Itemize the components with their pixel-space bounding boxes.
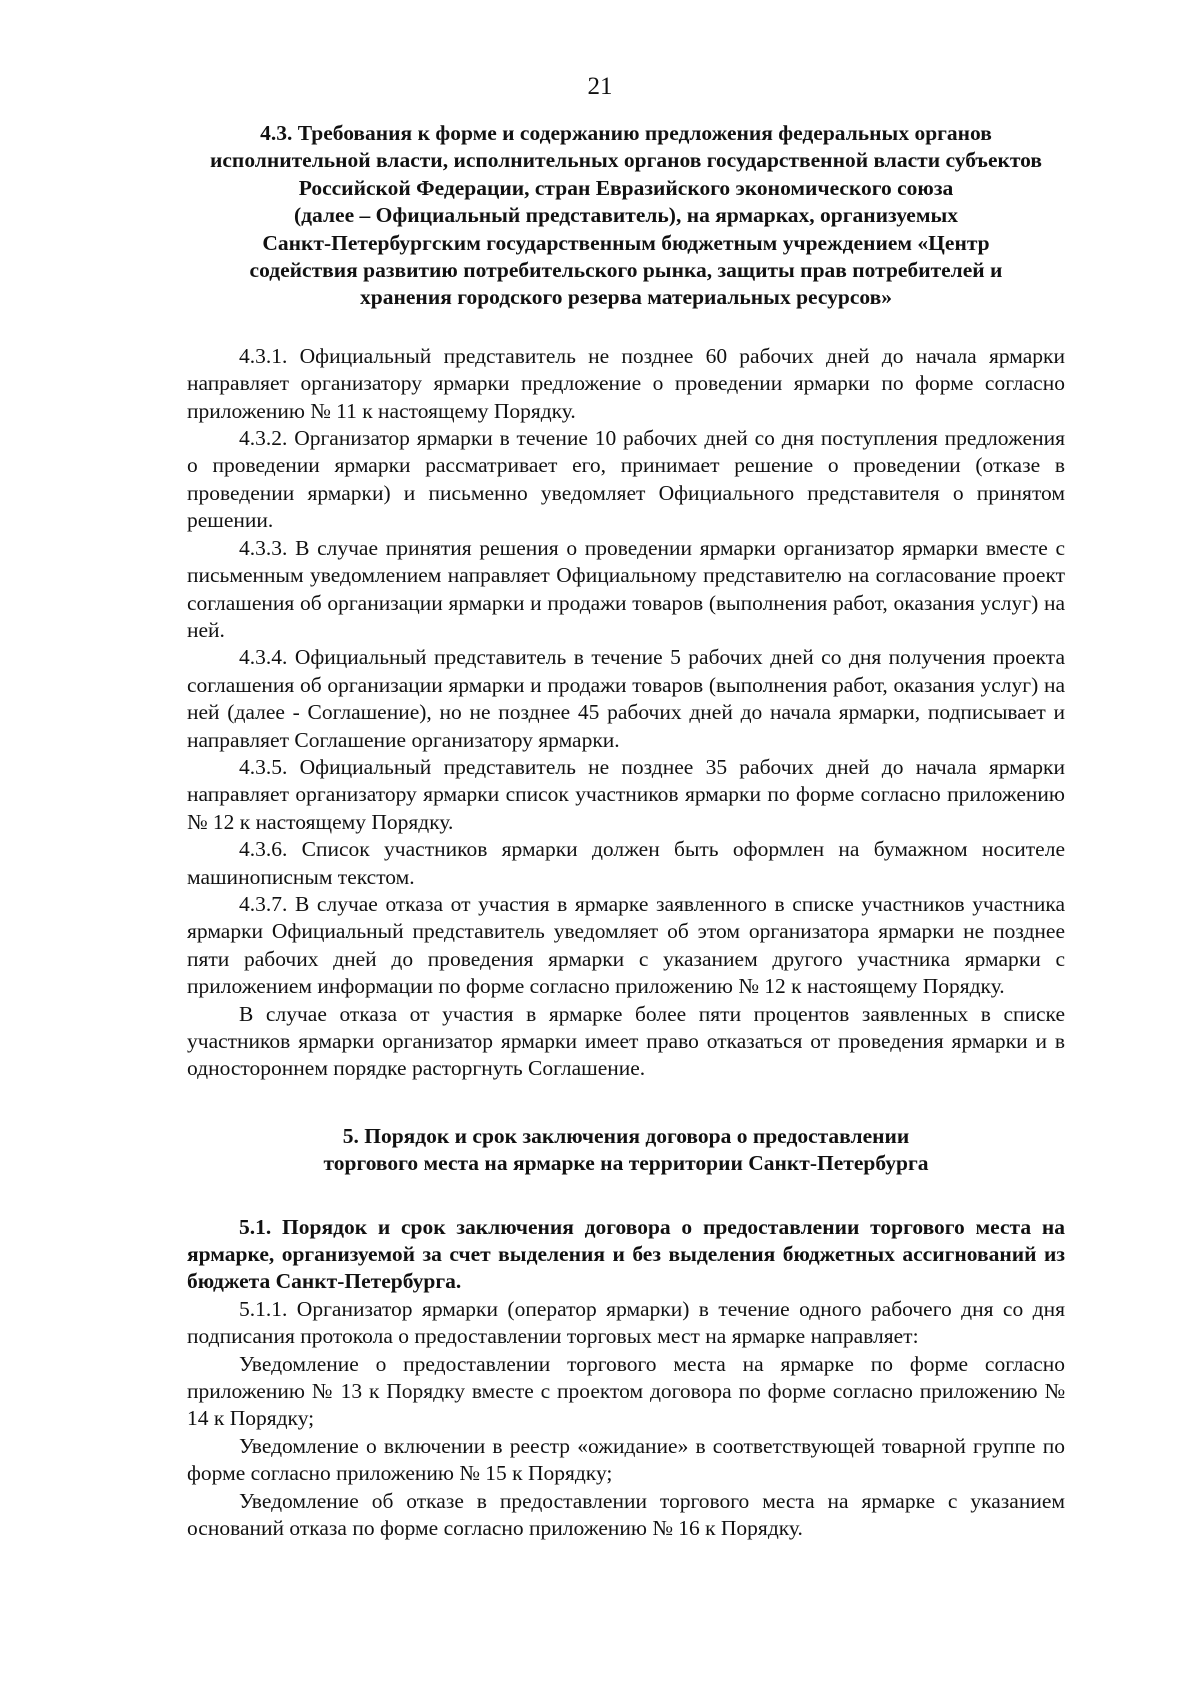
paragraph-notice-refusal: Уведомление об отказе в предоставлении торгового места на ярмарке с указанием оснований отказа по форме согласно приложению № 16 к Порядку. <box>187 1488 1065 1541</box>
section-heading-5 <box>187 1123 1065 1178</box>
heading-line: исполнительной власти, исполнительных органов государственной власти субъектов <box>210 148 1042 173</box>
paragraph-4-3-4: 4.3.4. Официальный представитель в течение 5 рабочих дней со дня получения проекта соглашения об организации ярмарки и продажи товаров (выполнения работ, оказания услуг) на ней (далее - Соглашение), но не позднее 45 рабочих дней до начала ярмарки, подписывает и направляет Соглашение организатору ярмарки. <box>187 645 1065 752</box>
heading-line: содействия развитию потребительского рынка, защиты прав потребителей и <box>249 258 1003 283</box>
page-number: 21 <box>587 73 613 100</box>
heading-line: 4.3. Требования к форме и содержанию предложения федеральных органов <box>260 121 992 145</box>
paragraph-4-3-7: 4.3.7. В случае отказа от участия в ярмарке заявленного в списке участников участника ярмарки Официальный представитель уведомляет об этом организатора ярмарки не позднее пяти рабочих дней до проведения ярмарки с указанием другого участника ярмарки с приложением информации по форме согласно приложению № 12 к настоящему Порядку. <box>187 891 1065 999</box>
section-heading-4-3 <box>187 120 1065 312</box>
paragraph-4-3-2: 4.3.2. Организатор ярмарки в течение 10 рабочих дней со дня поступления предложения о проведении ярмарки рассматривает его, принимает решение о проведении (отказе в проведении ярмарки) и письменно уведомляет Официального представителя о принятом решении. <box>187 426 1065 533</box>
heading-line: торгового места на ярмарке на территории Санкт-Петербурга <box>323 1151 929 1176</box>
paragraph-notice-place: Уведомление о предоставлении торгового места на ярмарке по форме согласно приложению № 13 к Порядку вместе с проектом договора по форме согласно приложению № 14 к Порядку; <box>187 1351 1065 1431</box>
paragraph-notice-waitlist: Уведомление о включении в реестр «ожидание» в соответствующей товарной группе по форме согласно приложению № 15 к Порядку; <box>187 1433 1065 1486</box>
heading-line: Санкт-Петербургским государственным бюджетным учреждением «Центр <box>262 230 990 255</box>
paragraph-4-3-7-refusal: В случае отказа от участия в ярмарке более пяти процентов заявленных в списке участников ярмарки организатор ярмарки имеет право отказаться от проведения ярмарки и в одностороннем порядке расторгнуть Соглашение. <box>187 1001 1065 1081</box>
subheading-5-1: 5.1. Порядок и срок заключения договора о предоставлении торгового места на ярмарке, организуемой за счет выделения и без выделения бюджетных ассигнований из бюджета Санкт-Петербурга. <box>187 1214 1065 1294</box>
heading-line: Российской Федерации, стран Евразийского экономического союза <box>298 175 954 200</box>
paragraph-4-3-6: 4.3.6. Список участников ярмарки должен быть оформлен на бумажном носителе машинописным текстом. <box>187 837 1065 889</box>
heading-line: хранения городского резерва материальных ресурсов» <box>360 285 892 310</box>
heading-line: 5. Порядок и срок заключения договора о предоставлении <box>342 1123 910 1148</box>
document-body <box>187 120 1065 1543</box>
paragraph-4-3-5: 4.3.5. Официальный представитель не позднее 35 рабочих дней до начала ярмарки направляет организатору ярмарки список участников ярмарки по форме согласно приложению № 12 к настоящему Порядку. <box>187 754 1065 834</box>
paragraph-5-1-1: 5.1.1. Организатор ярмарки (оператор ярмарки) в течение одного рабочего дня со дня подписания протокола о предоставлении торговых мест на ярмарке направляет: <box>187 1296 1065 1349</box>
paragraph-4-3-1: 4.3.1. Официальный представитель не позднее 60 рабочих дней до начала ярмарки направляет организатору ярмарки предложение о проведении ярмарки по форме согласно приложению № 11 к настоящему Порядку. <box>187 343 1065 423</box>
heading-line: (далее – Официальный представитель), на ярмарках, организуемых <box>293 203 959 228</box>
paragraph-4-3-3: 4.3.3. В случае принятия решения о проведении ярмарки организатор ярмарки вместе с письменным уведомлением направляет Официальному представителю на согласование проект соглашения об организации ярмарки и продажи товаров (выполнения работ, оказания услуг) на ней. <box>187 535 1065 642</box>
